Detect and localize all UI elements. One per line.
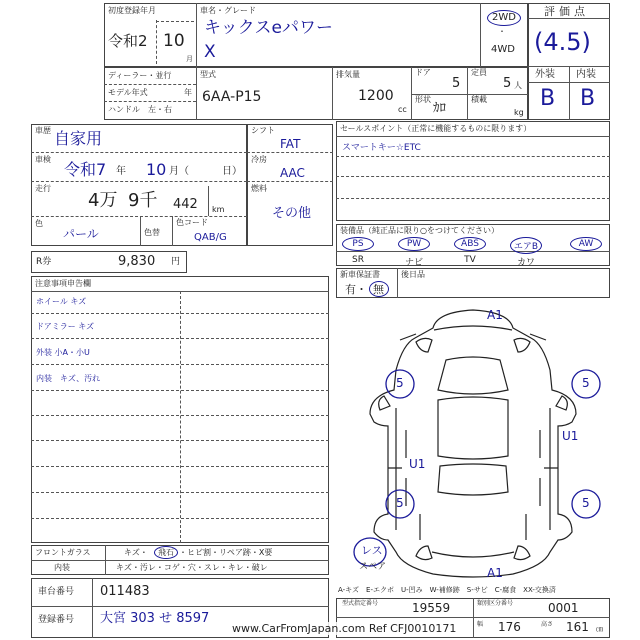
front-glass-opts-circled: 飛石 — [158, 548, 174, 557]
equipment-item: ナビ — [404, 258, 423, 268]
exterior-label: 外装 — [535, 69, 555, 80]
equipment-item: ABS — [454, 237, 486, 251]
mileage-rest: 442 — [173, 197, 198, 212]
sales-points-label: セールスポイント（正常に機能するものに限ります） — [340, 124, 532, 133]
inspection-label: 車検 — [35, 155, 51, 164]
vehicle-no-label: 車台番号 — [38, 587, 75, 597]
first-reg-era: 令和2 — [108, 32, 148, 50]
damage-mark: 5 — [396, 376, 404, 390]
interior-glass-label: 内装 — [54, 563, 70, 572]
equipment-item: カワ — [516, 258, 535, 268]
damage-mark: 5 — [582, 376, 590, 390]
later-label: 後日品 — [401, 270, 425, 279]
equipment-label: 装備品（純正品に限り○をつけてください） — [340, 226, 499, 235]
warranty-options: 有・ — [345, 283, 367, 296]
equipment-item: エアB — [510, 237, 542, 254]
km-unit: km — [212, 205, 225, 214]
note-item: 外装 小A・小U — [36, 348, 90, 357]
displacement: 1200 — [358, 88, 394, 104]
watermark: www.CarFromJapan.com Ref CFJ0010171 — [232, 622, 457, 635]
evaluation-label: 評価点 — [544, 5, 589, 18]
inspection-month: 10 — [146, 160, 167, 179]
damage-mark: A1 — [487, 308, 503, 322]
car-name: キックスeパワー — [204, 18, 333, 38]
note-item: ドアミラー キズ — [36, 322, 95, 331]
width-label: 幅 — [477, 621, 484, 628]
model-spec: 19559 — [412, 601, 451, 615]
class-label: 類別区分番号 — [477, 600, 514, 607]
notes-label: 注意事項申告欄 — [35, 279, 91, 288]
grade: X — [204, 42, 216, 62]
height: 161 — [566, 620, 589, 634]
first-reg-month: 10 — [163, 31, 185, 51]
equipment-item: AW — [570, 237, 602, 251]
color-code: QAB/G — [194, 232, 227, 243]
person-unit: 人 — [514, 81, 522, 90]
color-code-label: 色コード — [176, 218, 208, 227]
front-glass-label: フロントガラス — [35, 548, 91, 557]
first-reg-label: 初度登録年月 — [108, 6, 156, 15]
spare-label: スペア — [359, 562, 387, 572]
kg-unit: kg — [514, 108, 524, 117]
capacity: 5 — [503, 76, 512, 91]
diagram-legend: A-キズ E-エクボ U-凹み W-補修跡 S-サビ C-腐食 XX-交換済 — [338, 586, 556, 594]
car-name-label: 車名・グレード — [200, 6, 256, 15]
interior-label: 内装 — [576, 69, 596, 80]
color-change-label: 色替 — [144, 228, 160, 237]
drive-dot: ・ — [498, 27, 506, 36]
recycle-amount: 9,830 — [118, 254, 156, 269]
model-label: 型式 — [200, 70, 216, 79]
width: 176 — [498, 620, 521, 634]
drive-4wd: 4WD — [491, 44, 515, 55]
mileage-label: 走行 — [35, 184, 51, 193]
model-code: 6AA-P15 — [202, 89, 262, 105]
damage-mark: 5 — [582, 496, 590, 510]
vehicle-no: 011483 — [100, 584, 150, 599]
equipment-item: PW — [398, 237, 430, 251]
recycle-box — [31, 251, 187, 273]
reg-no-label: 登録番号 — [38, 615, 75, 625]
warranty-label: 新車保証書 — [340, 270, 380, 279]
front-glass-opts-pre: キズ・ — [124, 548, 148, 557]
inspection-year-unit: 年 — [116, 166, 126, 177]
color-label: 色 — [35, 219, 43, 228]
model-spec-label: 型式指定番号 — [342, 600, 379, 607]
equipment-item: TV — [464, 255, 476, 265]
interior-grade: B — [580, 86, 596, 111]
rear-note: レス — [361, 544, 383, 557]
exterior-grade: B — [540, 86, 556, 111]
year-unit: 年 — [184, 88, 192, 97]
yen-unit: 円 — [171, 257, 181, 267]
shape-label: 形状 — [415, 95, 431, 104]
damage-mark: A1 — [487, 566, 503, 580]
note-item: 内装 キズ、汚れ — [36, 374, 101, 383]
cm-unit: ㎝ — [596, 625, 603, 633]
equipment-item: SR — [352, 255, 364, 265]
class-no: 0001 — [548, 601, 579, 615]
shape: ｶﾛ — [433, 101, 446, 116]
shift-label: シフト — [251, 126, 275, 135]
month-unit: 月 — [186, 55, 193, 63]
color: パール — [63, 227, 99, 241]
inspection-day-unit: 日） — [222, 166, 242, 177]
model-year-label: モデル年式 — [108, 88, 148, 97]
use-label: 車歴 — [35, 126, 51, 135]
damage-mark: U1 — [562, 429, 579, 443]
damage-mark: 5 — [396, 496, 404, 510]
mileage-man: 4万 — [88, 190, 118, 211]
height-label: 高さ — [541, 621, 554, 628]
shift: FAT — [280, 137, 301, 151]
fuel: その他 — [272, 206, 312, 221]
handle-label: ハンドル 左・右 — [108, 105, 172, 114]
evaluation-score: (4.5) — [534, 28, 591, 56]
damage-mark: U1 — [409, 457, 426, 471]
equipment-item: PS — [342, 237, 374, 251]
displacement-label: 排気量 — [336, 70, 360, 79]
drive-2wd: 2WD — [492, 12, 516, 23]
cc-unit: cc — [398, 105, 407, 114]
dealer-label: ディーラー・並行 — [108, 71, 172, 80]
warranty-none: 無 — [373, 283, 384, 296]
sales-points-text: スマートキー☆ETC — [342, 143, 421, 153]
recycle-label: R券 — [36, 257, 52, 267]
load-label: 積載 — [471, 95, 487, 104]
mileage-sen: 9千 — [128, 190, 158, 211]
capacity-label: 定員 — [471, 68, 487, 77]
reg-no: 大宮 303 せ 8597 — [100, 611, 210, 626]
fuel-label: 燃料 — [251, 184, 267, 193]
interior-opts: キズ・汚レ・コゲ・穴・スレ・キレ・破レ — [116, 563, 268, 572]
inspection-month-unit: 月（ — [169, 166, 189, 177]
ac-label: 冷房 — [251, 155, 267, 164]
inspection-era: 令和7 — [64, 160, 107, 179]
front-glass-opts-post: ・ヒビ割・リペア跡・X要 — [179, 548, 273, 557]
doors-label: ドア — [415, 68, 431, 77]
note-item: ホイール キズ — [36, 297, 87, 306]
use: 自家用 — [54, 129, 103, 148]
ac: AAC — [280, 166, 305, 180]
doors: 5 — [452, 76, 461, 91]
